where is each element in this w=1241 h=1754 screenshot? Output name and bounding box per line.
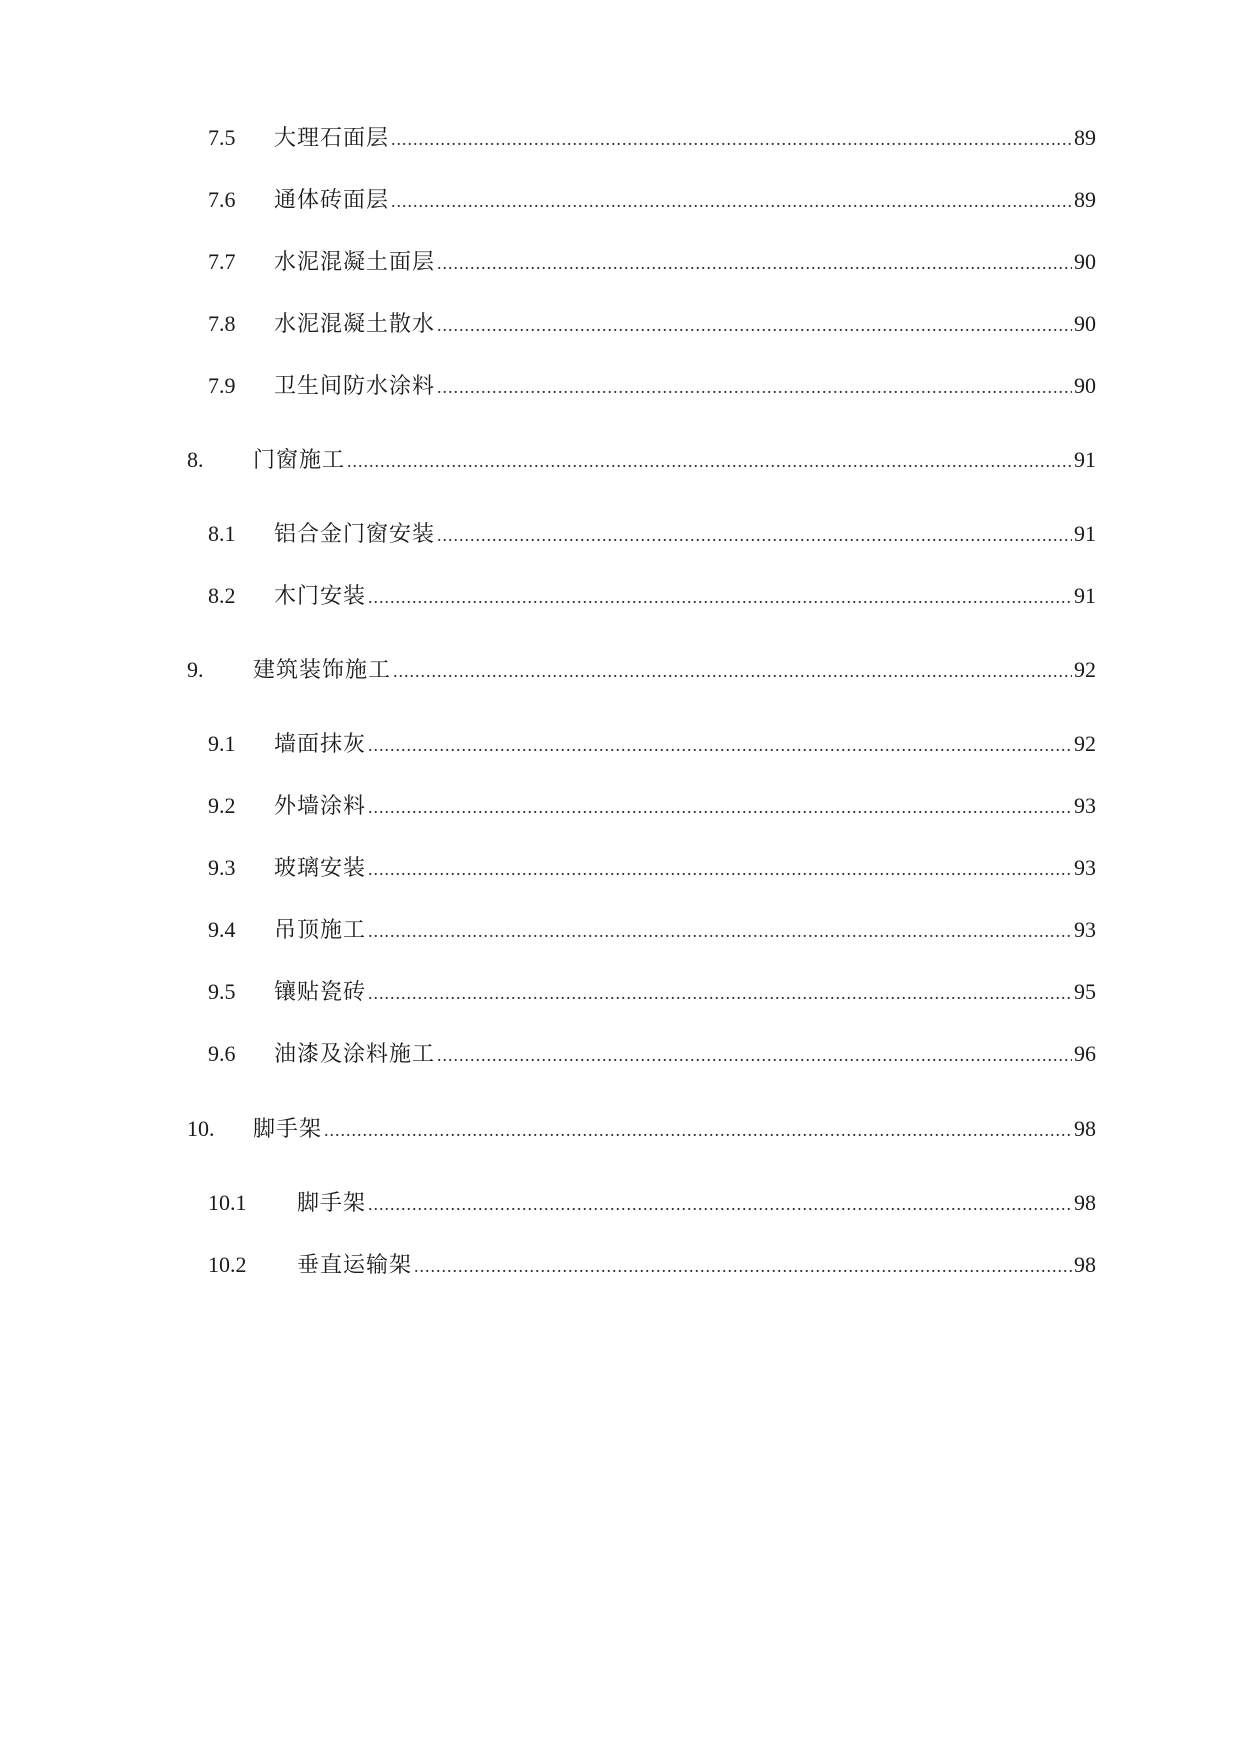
toc-entry-10-2[interactable] (208, 1250, 1096, 1280)
toc-leader (368, 582, 1072, 612)
toc-leader (368, 978, 1072, 1008)
toc-title: 墙面抹灰 (274, 731, 367, 756)
toc-title: 建筑装饰施工 (253, 657, 392, 682)
toc-leader (437, 520, 1072, 550)
toc-page-number: 89 (1074, 187, 1096, 212)
toc-number: 7.5 (208, 125, 236, 150)
toc-number: 9. (187, 657, 204, 682)
toc-entry-9-2[interactable] (208, 791, 1096, 821)
toc-leader (437, 248, 1072, 278)
toc-entry-7-6[interactable] (208, 185, 1096, 215)
toc-page-number: 93 (1074, 917, 1096, 942)
toc-title: 外墙涂料 (274, 793, 367, 818)
toc-entry-7-5[interactable] (208, 123, 1096, 153)
toc-entry-9-5[interactable] (208, 977, 1096, 1007)
toc-number: 8. (187, 447, 204, 472)
toc-page-number: 96 (1074, 1041, 1096, 1066)
toc-entry-9[interactable] (187, 655, 1096, 685)
toc-page-number: 98 (1074, 1116, 1096, 1141)
toc-page-number: 91 (1074, 447, 1096, 472)
toc-number: 9.3 (208, 855, 236, 880)
toc-number: 9.6 (208, 1041, 236, 1066)
toc-number: 10.2 (208, 1252, 247, 1277)
toc-entry-9-6[interactable] (208, 1039, 1096, 1069)
toc-number: 9.4 (208, 917, 236, 942)
toc-page-number: 91 (1074, 583, 1096, 608)
toc-page-number: 92 (1074, 657, 1096, 682)
toc-entry-10[interactable] (187, 1114, 1096, 1144)
toc-page-number: 98 (1074, 1190, 1096, 1215)
toc-page-number: 98 (1074, 1252, 1096, 1277)
toc-entry-9-1[interactable] (208, 729, 1096, 759)
toc-number: 10.1 (208, 1190, 247, 1215)
toc-entry-7-8[interactable] (208, 309, 1096, 339)
toc-leader (368, 730, 1072, 760)
toc-entry-8-2[interactable] (208, 581, 1096, 611)
toc-entry-9-3[interactable] (208, 853, 1096, 883)
toc-page-number: 91 (1074, 521, 1096, 546)
toc-entry-7-7[interactable] (208, 247, 1096, 277)
toc-title: 吊顶施工 (274, 917, 367, 942)
toc-leader (391, 124, 1072, 154)
toc-entry-8-1[interactable] (208, 519, 1096, 549)
toc-title: 垂直运输架 (297, 1252, 413, 1277)
toc-number: 10. (187, 1116, 215, 1141)
toc-page-number: 92 (1074, 731, 1096, 756)
toc-leader (368, 916, 1072, 946)
toc-leader (437, 310, 1072, 340)
toc-leader (368, 854, 1072, 884)
toc-entry-9-4[interactable] (208, 915, 1096, 945)
toc-leader (347, 446, 1072, 476)
toc-title: 通体砖面层 (274, 187, 390, 212)
toc-number: 7.9 (208, 373, 236, 398)
toc-title: 玻璃安装 (274, 855, 367, 880)
toc-entry-7-9[interactable] (208, 371, 1096, 401)
toc-leader (368, 792, 1072, 822)
toc-entry-8[interactable] (187, 445, 1096, 475)
toc-title: 木门安装 (274, 583, 367, 608)
toc-page-number: 93 (1074, 855, 1096, 880)
toc-number: 9.1 (208, 731, 236, 756)
toc-leader (437, 1040, 1072, 1070)
toc-number: 8.1 (208, 521, 236, 546)
toc-number: 9.2 (208, 793, 236, 818)
toc-number: 8.2 (208, 583, 236, 608)
toc-title: 门窗施工 (253, 447, 346, 472)
toc-title: 脚手架 (297, 1190, 367, 1215)
toc-page-number: 90 (1074, 311, 1096, 336)
toc-number: 7.7 (208, 249, 236, 274)
toc-number: 9.5 (208, 979, 236, 1004)
toc-number: 7.6 (208, 187, 236, 212)
toc-title: 水泥混凝土面层 (274, 249, 436, 274)
toc-title: 脚手架 (253, 1116, 323, 1141)
toc-page-number: 90 (1074, 373, 1096, 398)
toc-entry-10-1[interactable] (208, 1188, 1096, 1218)
toc-title: 卫生间防水涂料 (274, 373, 436, 398)
toc-leader (414, 1251, 1072, 1281)
toc-page-number: 90 (1074, 249, 1096, 274)
toc-title: 大理石面层 (274, 125, 390, 150)
toc-title: 铝合金门窗安装 (274, 521, 436, 546)
toc-leader (324, 1115, 1072, 1145)
toc-title: 油漆及涂料施工 (274, 1041, 436, 1066)
toc-title: 镶贴瓷砖 (274, 979, 367, 1004)
toc-title: 水泥混凝土散水 (274, 311, 436, 336)
toc-number: 7.8 (208, 311, 236, 336)
toc-leader (437, 372, 1072, 402)
toc-leader (391, 186, 1072, 216)
toc-page-number: 95 (1074, 979, 1096, 1004)
toc-page-number: 93 (1074, 793, 1096, 818)
toc-leader (368, 1189, 1072, 1219)
toc-page-number: 89 (1074, 125, 1096, 150)
toc-leader (393, 656, 1072, 686)
